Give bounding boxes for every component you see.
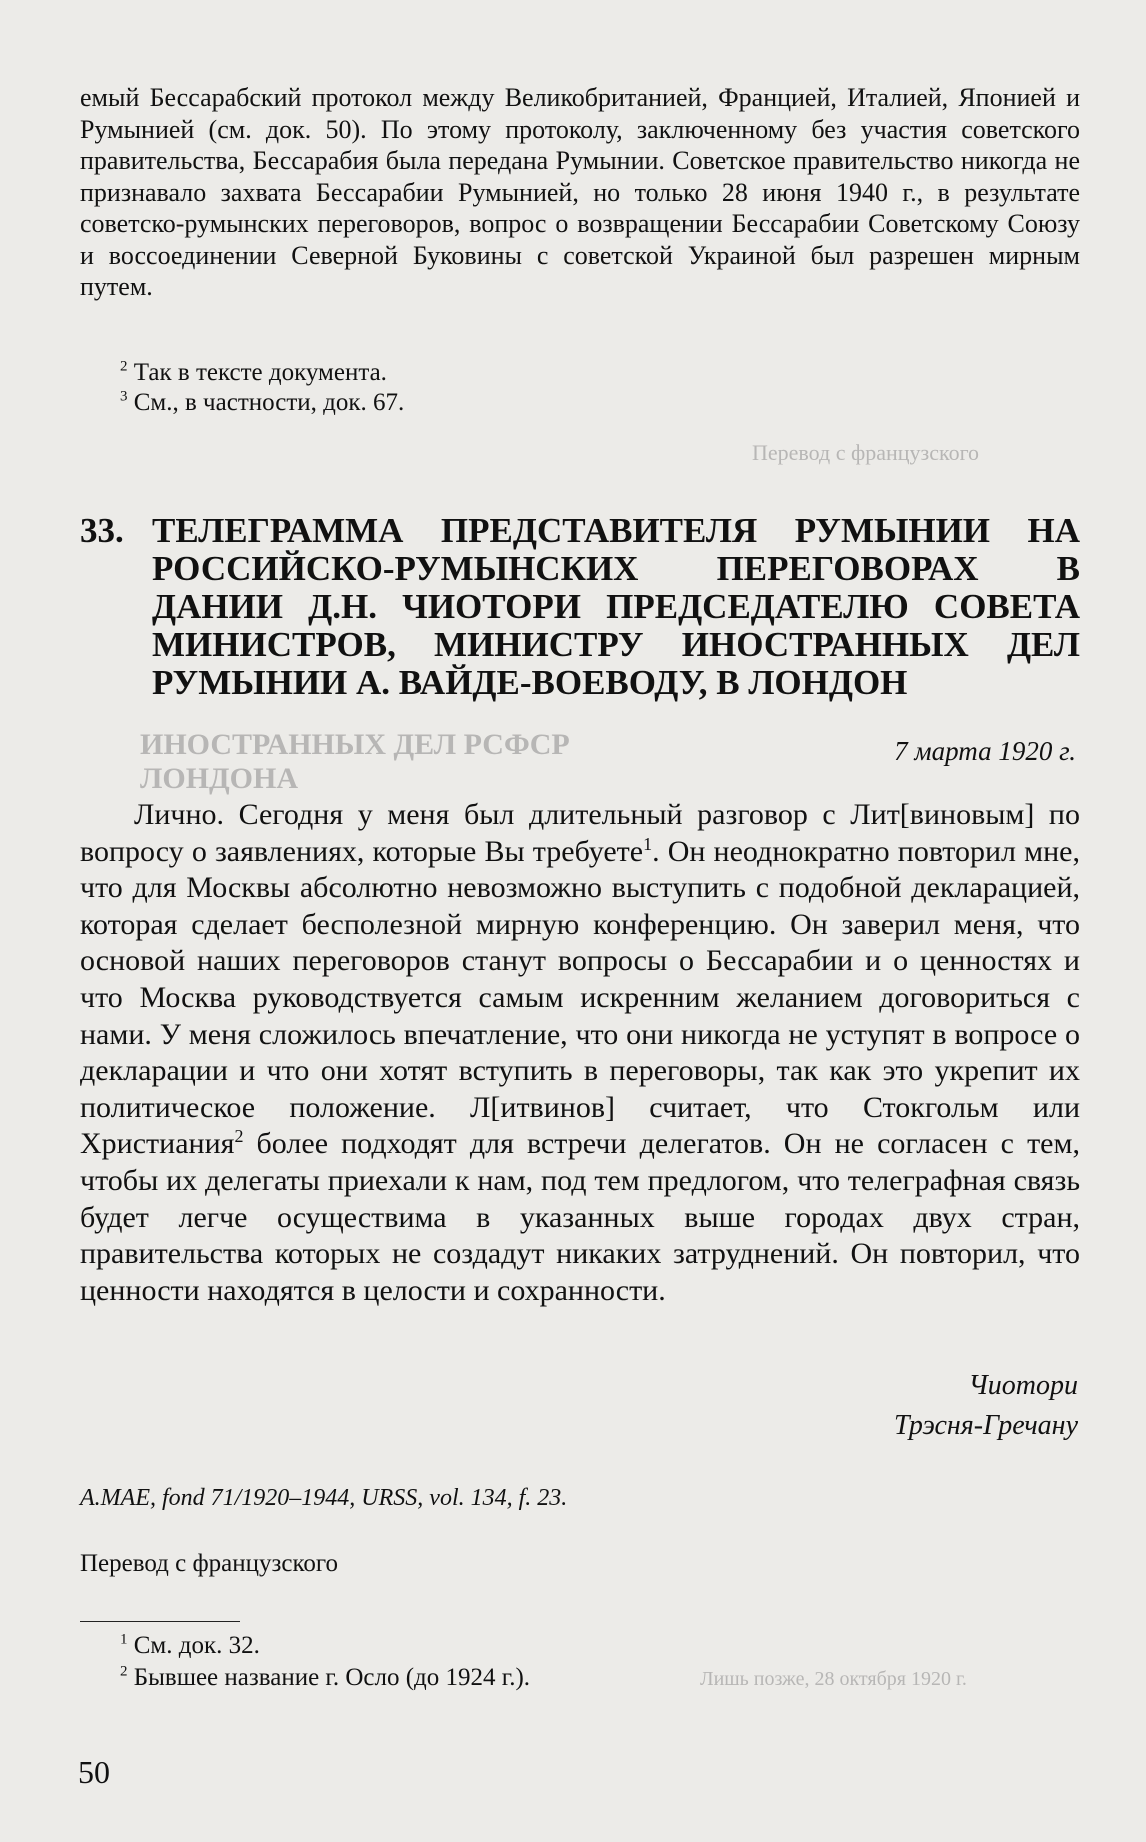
document-body	[80, 797, 1080, 1309]
bleed-through-line: ЛОНДОНА	[140, 762, 298, 795]
document-title	[80, 512, 1080, 702]
footnote-3-top: $^3$ См., в частности, док. 67.	[120, 388, 405, 416]
bleed-through-line: ИНОСТРАННЫХ ДЕЛ РСФСР	[140, 728, 570, 761]
bleed-through-line: Перевод с французского	[752, 440, 980, 465]
archive-reference: A.MAE, fond 71/1920–1944, URSS, vol. 134, f. 23.	[80, 1485, 568, 1511]
page-number: 50	[78, 1754, 110, 1790]
body-paragraph: Лично. Сегодня у меня был длительный разговор с Лит[виновым] по вопросу о заявлениях, которые Вы требуете$^1$. Он неоднократно повторил мне, что для Москвы абсолютно невозможно выступить с подобной декларацией, которая сделает бесполезной мирную конференцию. Он заверил меня, что основой наших переговоров станут вопросы о Бессарабии и о ценностях и что Москва руководствуется самым искренним желанием договориться с нами. У меня сложилось впечатление, что они никогда не уступят в вопросе о декларации и что они хотят вступить в переговоры, так как это укрепит их политическое положение. Л[итвинов] считает, что Стокгольм или Христиания$^2$ более подходят для встречи делегатов. Он не согласен с тем, чтобы их делегаты приехали к нам, под тем предлогом, что телеграфная связь будет легче осуществима в указанных выше городах двух стран, правительства которых не создадут никаких затруднений. Он повторил, что ценности находятся в целости и сохранности.	[80, 798, 1080, 1307]
signature: Чиотори	[968, 1370, 1078, 1401]
footnote-2-top: $^2$ Так в тексте документа.	[120, 358, 387, 386]
document-title-text: ТЕЛЕГРАММА ПРЕДСТАВИТЕЛЯ РУМЫНИИ НА РОССИЙСКО-РУМЫНСКИХ ПЕРЕГОВОРАХ В ДАНИИ Д.Н. ЧИОТОРИ ПРЕДСЕДАТЕЛЮ СОВЕТА МИНИСТРОВ, МИНИСТРУ ИНОСТРАННЫХ ДЕЛ РУМЫНИИ А. ВАЙДЕ-ВОЕВОДУ, В ЛОНДОН	[152, 511, 1080, 702]
document-date: 7 марта 1920 г.	[894, 736, 1076, 766]
footnote-2: $^2$ Бывшее название г. Осло (до 1924 г.).	[120, 1663, 531, 1691]
footnote-divider	[80, 1621, 240, 1622]
document-number: 33.	[80, 511, 124, 550]
footnote-ref-1: 1	[643, 833, 653, 854]
footnote-1: $^1$ См. док. 32.	[120, 1631, 260, 1659]
continued-paragraph: емый Бессарабский протокол между Великобританией, Францией, Италией, Японией и Румынией (см. док. 50). По этому протоколу, заключенному без участия советского правительства, Бессарабия была передана Румынии. Советское правительство никогда не признавало захвата Бессарабии Румынией, но только 28 июня 1940 г., в результате советско-румынских переговоров, вопрос о возвращении Бессарабии Советскому Союзу и воссоединении Северной Буковины с советской Украиной был разрешен мирным путем.	[80, 83, 1080, 301]
bleed-through-line: Лишь позже, 28 октября 1920 г.	[700, 1668, 967, 1690]
signature-second: Трэсня-Гречану	[893, 1410, 1078, 1441]
continued-footnote-text	[80, 82, 1080, 303]
footnote-ref-2: 2	[234, 1126, 244, 1147]
translation-note: Перевод с французского	[80, 1550, 339, 1577]
